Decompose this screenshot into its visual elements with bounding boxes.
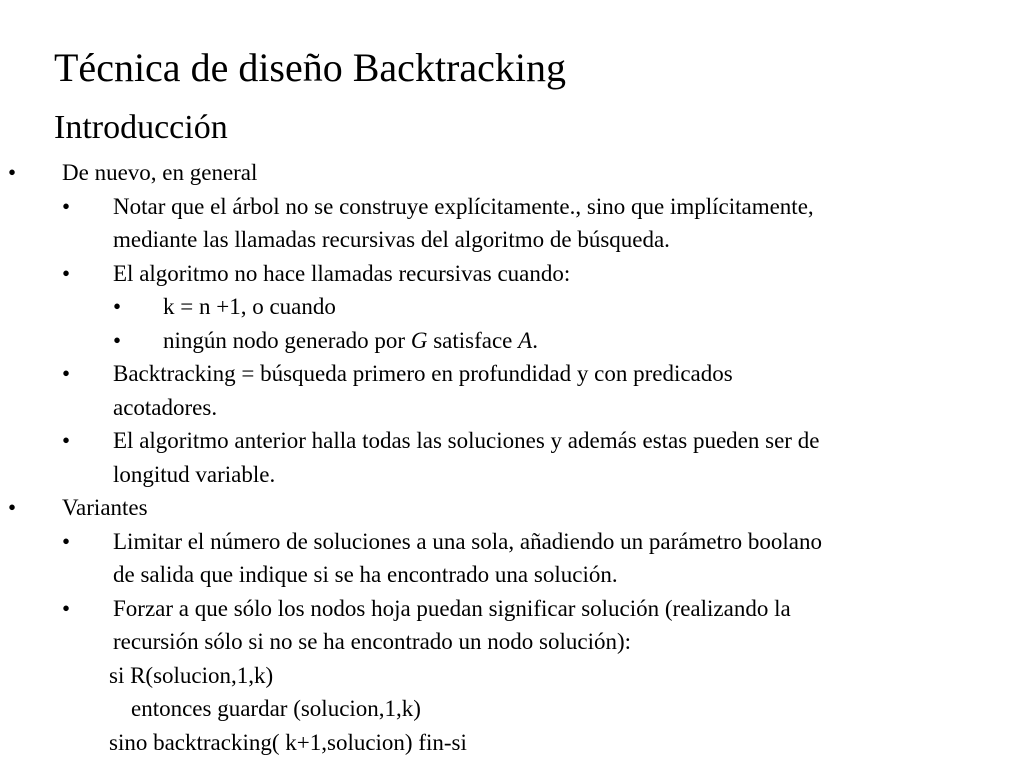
bullet-marker: •	[62, 428, 71, 453]
list-item	[0, 491, 1024, 525]
list-item	[0, 525, 1024, 592]
text-segment: .	[532, 327, 538, 353]
pseudocode-line: si R(solucion,1,k)	[109, 662, 274, 688]
bullet-list	[0, 156, 1024, 759]
bullet-text-line: Limitar el número de soluciones a una sola, añadiendo un parámetro boolano	[113, 528, 822, 554]
bullet-marker: •	[113, 294, 122, 319]
pseudocode-line: entonces guardar (solucion,1,k)	[131, 696, 421, 721]
list-item	[0, 424, 1024, 491]
list-item	[0, 190, 1024, 257]
bullet-marker: •	[62, 528, 71, 554]
list-item	[0, 156, 1024, 190]
list-item	[0, 592, 1024, 659]
slide-title: Técnica de diseño Backtracking	[54, 45, 566, 90]
bullet-text-line: mediante las llamadas recursivas del algoritmo de búsqueda.	[113, 227, 670, 252]
italic-symbol-a: A	[518, 327, 533, 353]
bullet-text-line: longitud variable.	[113, 461, 276, 487]
bullet-text: De nuevo, en general	[62, 160, 258, 185]
text-segment: satisface	[427, 327, 519, 353]
bullet-marker: •	[8, 160, 17, 185]
list-item	[0, 324, 1024, 358]
bullet-text-line: Backtracking = búsqueda primero en profundidad y con predicados	[113, 361, 733, 386]
bullet-text-line: recursión sólo si no se ha encontrado un nodo solución):	[113, 629, 632, 654]
bullet-text-line: Forzar a que sólo los nodos hoja puedan significar solución (realizando la	[113, 595, 791, 621]
bullet-text	[163, 324, 1024, 358]
bullet-text-line: El algoritmo anterior halla todas las soluciones y además estas pueden ser de	[113, 428, 820, 453]
list-item	[0, 290, 1024, 324]
text-segment: ningún nodo generado por	[163, 327, 411, 353]
bullet-marker: •	[62, 361, 71, 386]
list-item	[0, 257, 1024, 291]
bullet-text: El algoritmo no hace llamadas recursivas cuando:	[113, 260, 571, 286]
bullet-marker: •	[62, 595, 71, 621]
pseudocode-block	[0, 659, 1024, 760]
bullet-marker: •	[62, 193, 71, 219]
italic-symbol-g: G	[410, 327, 428, 353]
bullet-marker: •	[113, 327, 122, 353]
bullet-marker: •	[8, 495, 17, 520]
bullet-text-line: de salida que indique si se ha encontrado una solución.	[113, 562, 618, 587]
bullet-text-line: Notar que el árbol no se construye explícitamente., sino que implícitamente,	[113, 193, 814, 219]
bullet-marker: •	[62, 260, 71, 286]
slide-subtitle: Introducción	[54, 109, 228, 146]
bullet-text: k = n +1, o cuando	[163, 294, 336, 319]
bullet-text: Variantes	[62, 495, 148, 520]
pseudocode-line: sino backtracking( k+1,solucion) fin-si	[109, 729, 467, 755]
list-item	[0, 357, 1024, 424]
bullet-text-line: acotadores.	[113, 394, 218, 420]
